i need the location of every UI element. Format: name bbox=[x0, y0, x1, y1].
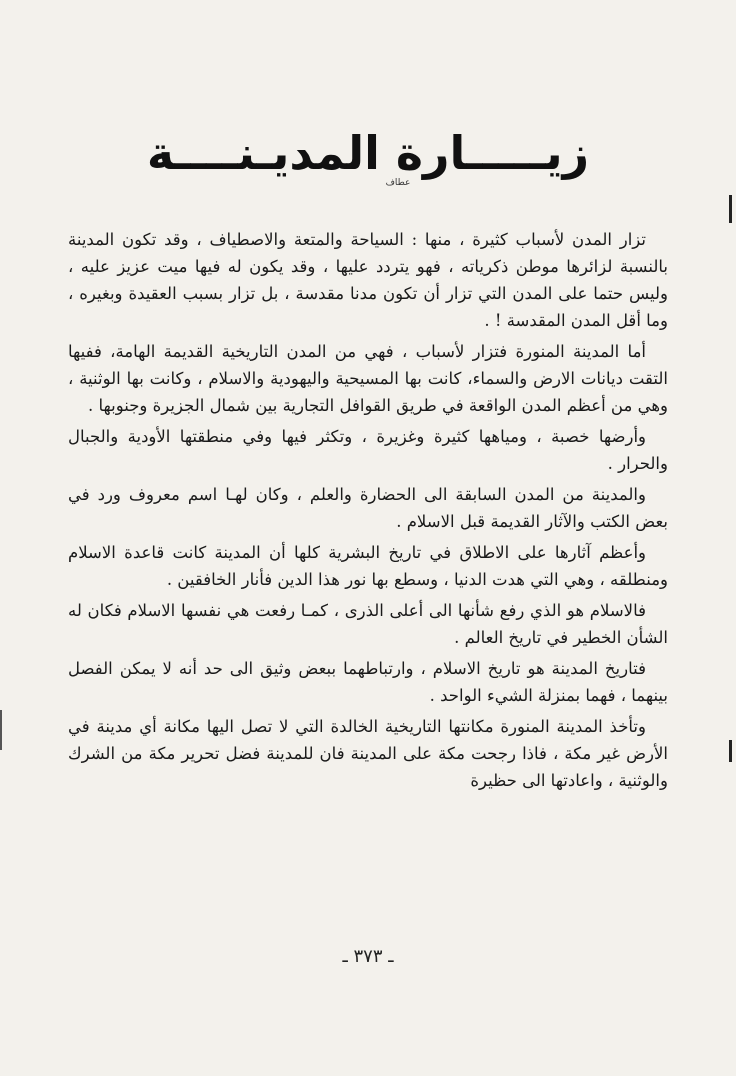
page-number: ـ ٣٧٣ ـ bbox=[342, 946, 394, 967]
chapter-title: زيـــــارة المديـنــــة bbox=[146, 126, 590, 180]
body-text bbox=[68, 226, 668, 798]
paragraph: وأرضها خصبة ، ومياهها كثيرة وغزيرة ، وتكثر فيها وفي منطقتها الأودية والجبال والحرار . bbox=[68, 427, 668, 473]
chapter-title-block bbox=[0, 126, 736, 188]
paragraph: تزار المدن لأسباب كثيرة ، منها : السياحة والمتعة والاصطياف ، وقد تكون المدينة بالنسبة لزائرها موطن ذكرياته ، فهو يتردد عليها ، وقد يكون له فيها ميت عزيز عليه ، وليس حتما على المدن التي تزار أن تكون مدنا مقدسة ، بل تزار بسبب العقيدة وبغيره ، وما أقل المدن المقدسة ! . bbox=[68, 230, 668, 330]
paragraph: فالاسلام هو الذي رفع شأنها الى أعلى الذرى ، كمـا رفعت هي نفسها الاسلام فكان له الشأن الخطير في تاريخ العالم . bbox=[68, 601, 668, 647]
scan-edge-mark bbox=[0, 710, 2, 750]
title-signature-mark: عطاف bbox=[385, 178, 411, 188]
paragraph: وتأخذ المدينة المنورة مكانتها التاريخية الخالدة التي لا تصل اليها مكانة أي مدينة في الأرض غير مكة ، فاذا رجحت مكة على المدينة فان للمدينة فضل تحرير مكة من الشرك والوثنية ، واعادتها الى حظيرة bbox=[68, 717, 668, 790]
paragraph: فتاريخ المدينة هو تاريخ الاسلام ، وارتباطهما ببعض وثيق الى حد أنه لا يمكن الفصل بينهما ، فهما بمنزلة الشيء الواحد . bbox=[68, 659, 668, 705]
scan-edge-mark bbox=[729, 195, 732, 223]
scan-edge-mark bbox=[729, 740, 732, 762]
paragraph: والمدينة من المدن السابقة الى الحضارة والعلم ، وكان لهـا اسم معروف ورد في بعض الكتب والآثار القديمة قبل الاسلام . bbox=[68, 485, 668, 531]
paragraph: أما المدينة المنورة فتزار لأسباب ، فهي من المدن التاريخية القديمة الهامة، ففيها التقت ديانات الارض والسماء، كانت بها المسيحية واليهودية والاسلام ، وكانت بها الوثنية ، وهي من أعظم المدن الواقعة في طريق القوافل التجارية بين شمال الجزيرة وجنوبها . bbox=[68, 342, 668, 415]
paragraph: وأعظم آثارها على الاطلاق في تاريخ البشرية كلها أن المدينة كانت قاعدة الاسلام ومنطلقه ، وهي التي هدت الدنيا ، وسطع بها نور هذا الدين فأنار الخافقين . bbox=[68, 543, 668, 589]
